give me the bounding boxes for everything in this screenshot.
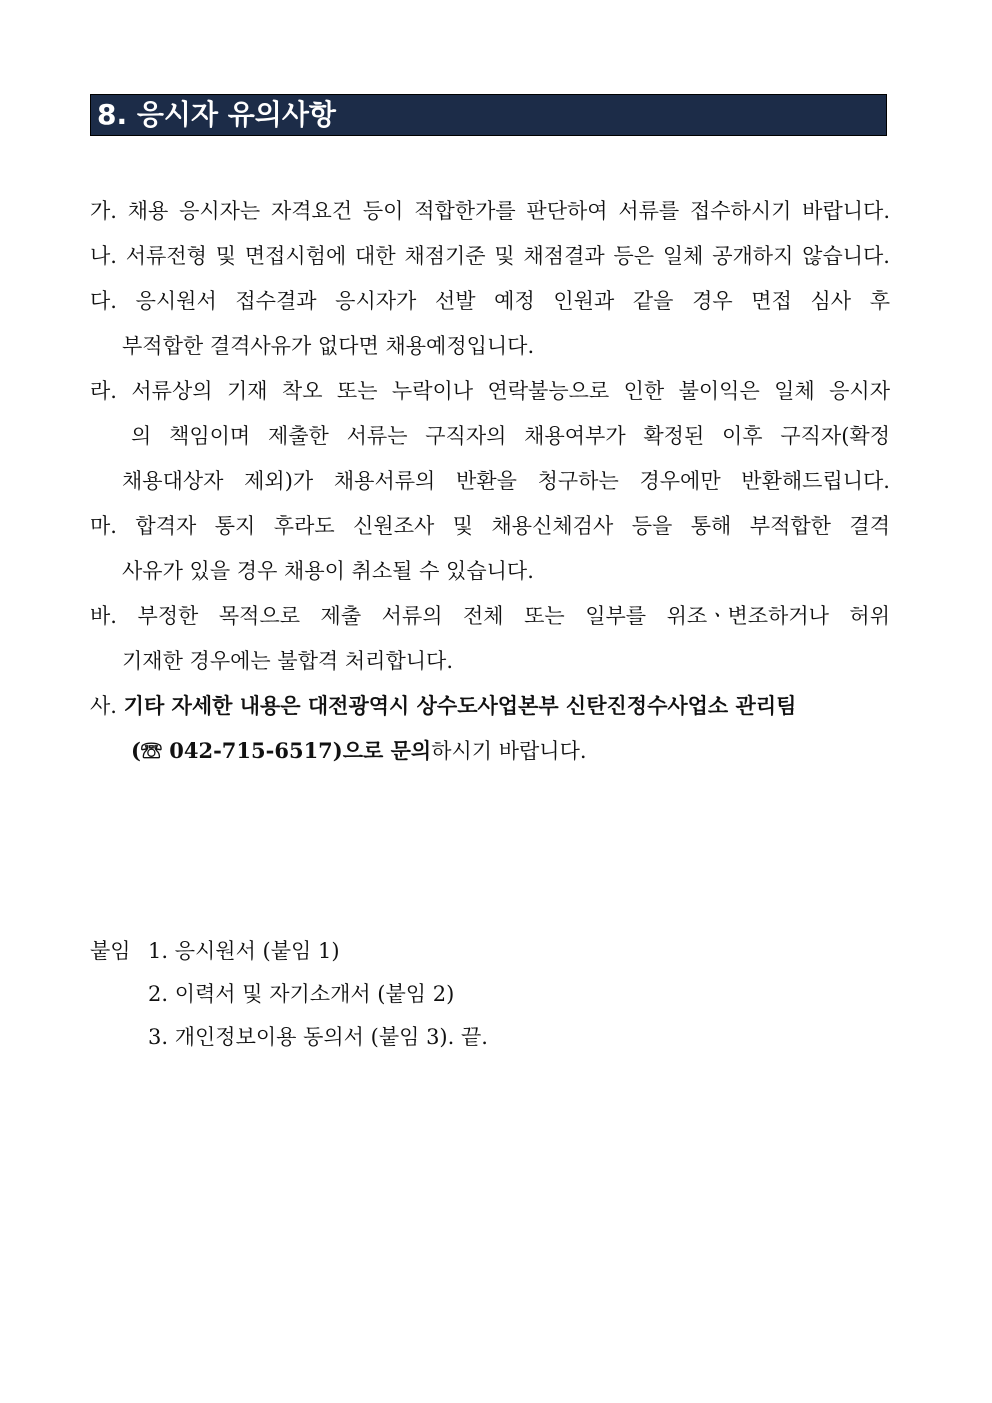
notice-item-ra: 라. 서류상의 기재 착오 또는 누락이나 연락불능으로 인한 불이익은 일체 응시자	[90, 379, 890, 403]
notice-item-ga: 가. 채용 응시자는 자격요건 등이 적합한가를 판단하여 서류를 접수하시기 바랍니다.	[90, 199, 890, 223]
attachments-label: 붙임	[90, 939, 131, 963]
notice-item-ba: 바. 부정한 목적으로 제출 서류의 전체 또는 일부를 위조ㆍ변조하거나 허위	[90, 604, 890, 628]
notice-item-ra-cont: 의 책임이며 제출한 서류는 구직자의 채용여부가 확정된 이후 구직자(확정	[131, 424, 890, 448]
contact-phone: (☏ 042-715-6517)으로 문의	[131, 738, 432, 763]
notice-item-da: 다. 응시원서 접수결과 응시자가 선발 예정 인원과 같을 경우 면접 심사 후	[90, 289, 890, 313]
notice-item-ma-cont: 사유가 있을 경우 채용이 취소될 수 있습니다.	[122, 559, 534, 583]
section-title: 8. 응시자 유의사항	[97, 98, 336, 131]
notice-item-sa-rest: 하시기 바랍니다.	[431, 739, 587, 763]
section-title-bar	[90, 94, 887, 136]
notice-item-ba-cont: 기재한 경우에는 불합격 처리합니다.	[122, 649, 453, 673]
attachment-item: 2. 이력서 및 자기소개서 (붙임 2)	[148, 982, 455, 1006]
notice-item-na: 나. 서류전형 및 면접시험에 대한 채점기준 및 채점결과 등은 일체 공개하지 않습니다.	[90, 244, 890, 268]
notice-item-da-cont: 부적합한 결격사유가 없다면 채용예정입니다.	[122, 334, 535, 358]
attachment-item: 1. 응시원서 (붙임 1)	[148, 939, 340, 963]
notice-item-ra-cont2: 채용대상자 제외)가 채용서류의 반환을 청구하는 경우에만 반환해드립니다.	[122, 469, 890, 493]
attachment-item: 3. 개인정보이용 동의서 (붙임 3). 끝.	[148, 1025, 488, 1049]
notice-item-sa-prefix: 사.	[90, 694, 117, 718]
notice-item-sa-cont	[131, 737, 899, 765]
notice-item-ma: 마. 합격자 통지 후라도 신원조사 및 채용신체검사 등을 통해 부적합한 결격	[90, 514, 890, 538]
notice-item-sa-text: 기타 자세한 내용은 대전광역시 상수도사업본부 신탄진정수사업소 관리팀	[123, 693, 797, 718]
notice-item-sa	[90, 692, 890, 720]
